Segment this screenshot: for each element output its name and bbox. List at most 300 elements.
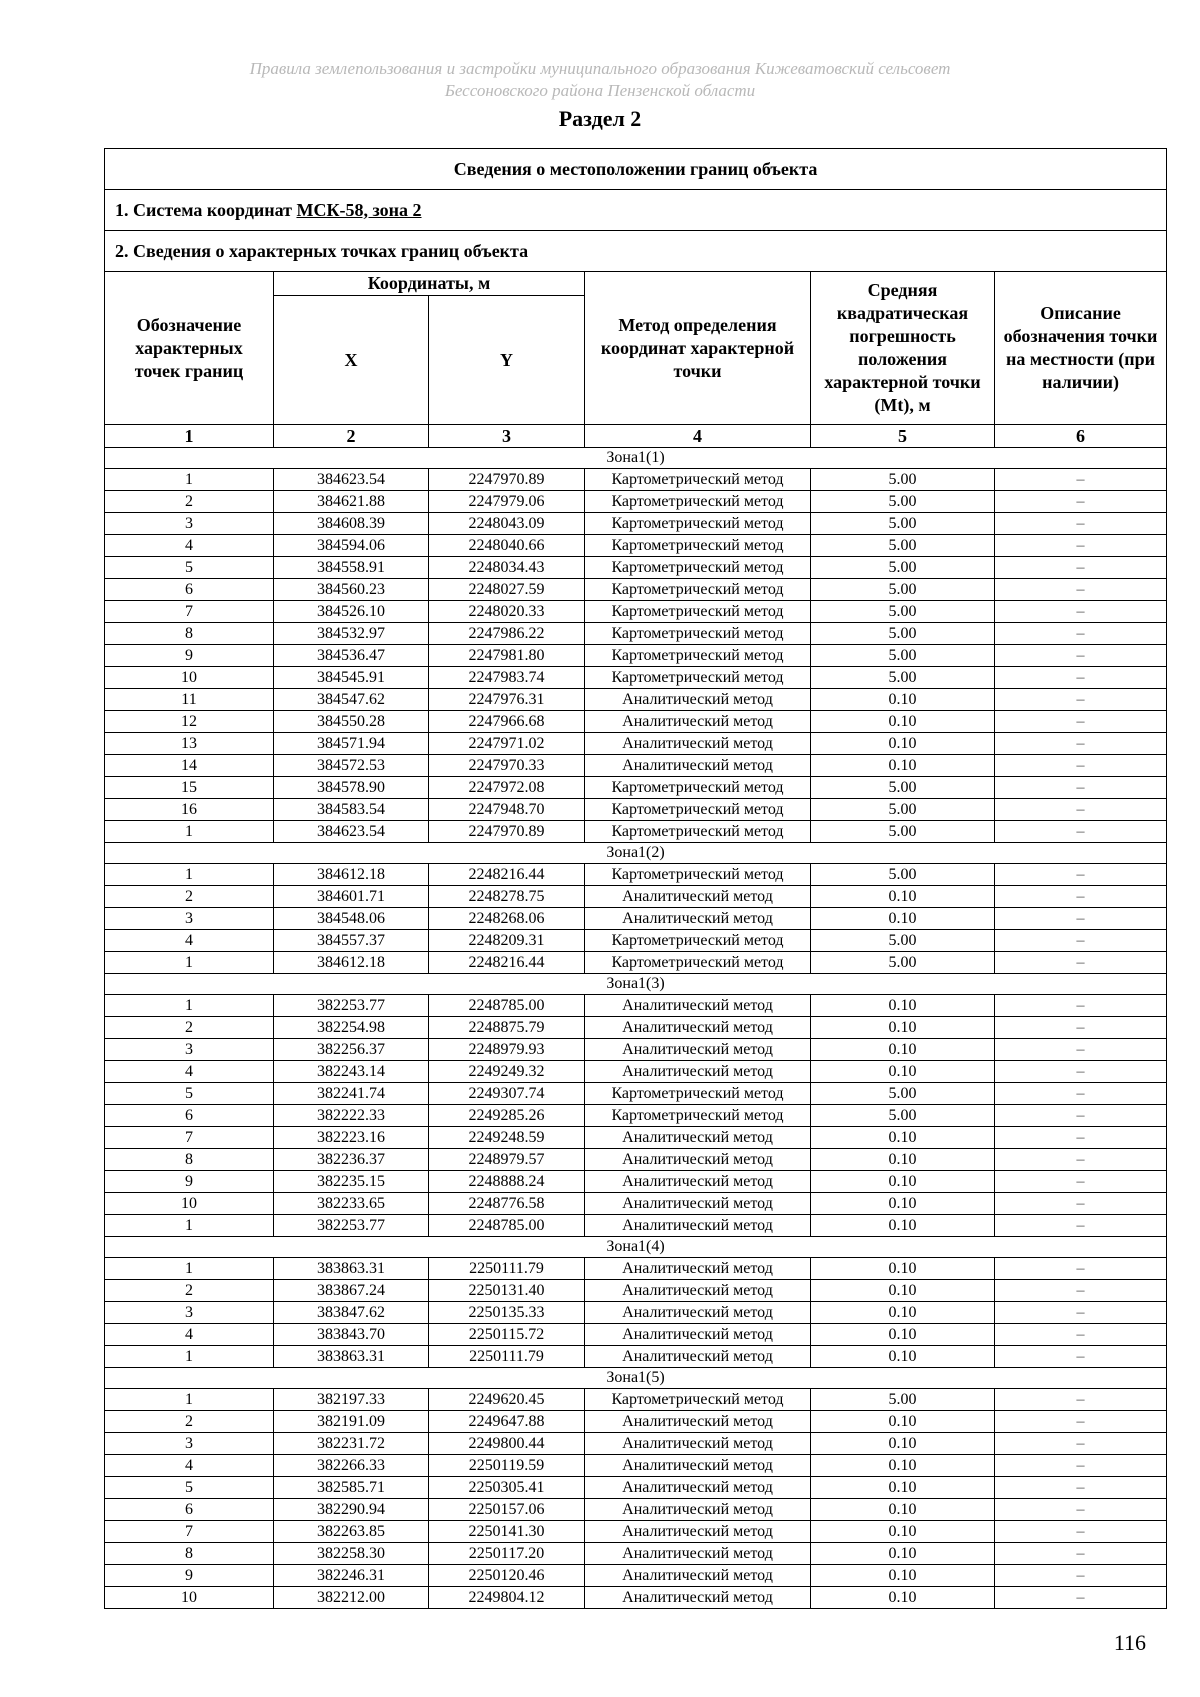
description-cell: – xyxy=(995,799,1167,821)
description-cell: – xyxy=(995,1061,1167,1083)
error-cell: 0.10 xyxy=(811,689,995,711)
point-label-cell: 9 xyxy=(105,1171,274,1193)
table-row xyxy=(105,1499,1167,1521)
x-coordinate-cell: 383867.24 xyxy=(274,1280,429,1302)
method-cell: Аналитический метод xyxy=(585,908,811,930)
method-cell: Аналитический метод xyxy=(585,1324,811,1346)
method-cell: Аналитический метод xyxy=(585,1565,811,1587)
zone-header-row xyxy=(105,448,1167,469)
header-method: Метод определения координат характерной точки xyxy=(585,272,811,425)
description-cell: – xyxy=(995,667,1167,689)
column-number: 1 xyxy=(105,425,274,448)
error-cell: 0.10 xyxy=(811,1215,995,1237)
description-cell: – xyxy=(995,886,1167,908)
table-row xyxy=(105,1565,1167,1587)
header-designation: Обозначение характерных точек границ xyxy=(105,272,274,425)
point-label-cell: 7 xyxy=(105,1127,274,1149)
method-cell: Аналитический метод xyxy=(585,1149,811,1171)
table-row xyxy=(105,1433,1167,1455)
point-label-cell: 5 xyxy=(105,1477,274,1499)
description-cell: – xyxy=(995,1324,1167,1346)
x-coordinate-cell: 383843.70 xyxy=(274,1324,429,1346)
method-cell: Аналитический метод xyxy=(585,1171,811,1193)
table-row xyxy=(105,1215,1167,1237)
x-coordinate-cell: 384623.54 xyxy=(274,821,429,843)
table-row xyxy=(105,995,1167,1017)
method-cell: Аналитический метод xyxy=(585,755,811,777)
description-cell: – xyxy=(995,1171,1167,1193)
point-label-cell: 6 xyxy=(105,1499,274,1521)
zone-header-row xyxy=(105,843,1167,864)
method-cell: Аналитический метод xyxy=(585,733,811,755)
y-coordinate-cell: 2247983.74 xyxy=(429,667,585,689)
error-cell: 5.00 xyxy=(811,864,995,886)
table-row xyxy=(105,1280,1167,1302)
table-row xyxy=(105,535,1167,557)
error-cell: 5.00 xyxy=(811,1083,995,1105)
table-row xyxy=(105,1389,1167,1411)
error-cell: 0.10 xyxy=(811,1587,995,1609)
error-cell: 5.00 xyxy=(811,777,995,799)
x-coordinate-cell: 383863.31 xyxy=(274,1258,429,1280)
point-label-cell: 1 xyxy=(105,821,274,843)
point-label-cell: 8 xyxy=(105,1149,274,1171)
description-cell: – xyxy=(995,491,1167,513)
table-row xyxy=(105,1302,1167,1324)
y-coordinate-cell: 2249248.59 xyxy=(429,1127,585,1149)
point-label-cell: 12 xyxy=(105,711,274,733)
x-coordinate-cell: 382263.85 xyxy=(274,1521,429,1543)
point-label-cell: 13 xyxy=(105,733,274,755)
point-label-cell: 9 xyxy=(105,1565,274,1587)
y-coordinate-cell: 2248979.93 xyxy=(429,1039,585,1061)
error-cell: 0.10 xyxy=(811,1324,995,1346)
y-coordinate-cell: 2247976.31 xyxy=(429,689,585,711)
x-coordinate-cell: 384601.71 xyxy=(274,886,429,908)
header-line-1: Правила землепользования и застройки муниципального образования Кижеватовский сельсовет xyxy=(249,59,951,78)
y-coordinate-cell: 2248875.79 xyxy=(429,1017,585,1039)
method-cell: Аналитический метод xyxy=(585,1039,811,1061)
error-cell: 5.00 xyxy=(811,491,995,513)
table-row xyxy=(105,1477,1167,1499)
error-cell: 5.00 xyxy=(811,952,995,974)
table-row xyxy=(105,952,1167,974)
x-coordinate-cell: 384571.94 xyxy=(274,733,429,755)
y-coordinate-cell: 2248216.44 xyxy=(429,864,585,886)
error-cell: 0.10 xyxy=(811,1039,995,1061)
description-cell: – xyxy=(995,1587,1167,1609)
table-row xyxy=(105,1171,1167,1193)
error-cell: 5.00 xyxy=(811,601,995,623)
x-coordinate-cell: 382290.94 xyxy=(274,1499,429,1521)
table-row xyxy=(105,667,1167,689)
description-cell: – xyxy=(995,1477,1167,1499)
description-cell: – xyxy=(995,579,1167,601)
x-coordinate-cell: 382254.98 xyxy=(274,1017,429,1039)
table-row xyxy=(105,1587,1167,1609)
header-error-text: Средняя квадратическая погрешность положения характерной точки (Mt), м xyxy=(824,280,981,415)
point-label-cell: 10 xyxy=(105,1587,274,1609)
description-cell: – xyxy=(995,513,1167,535)
point-label-cell: 3 xyxy=(105,1302,274,1324)
method-cell: Картометрический метод xyxy=(585,1105,811,1127)
method-cell: Аналитический метод xyxy=(585,1499,811,1521)
point-label-cell: 1 xyxy=(105,1389,274,1411)
description-cell: – xyxy=(995,1039,1167,1061)
point-label-cell: 11 xyxy=(105,689,274,711)
table-row xyxy=(105,491,1167,513)
y-coordinate-cell: 2248268.06 xyxy=(429,908,585,930)
description-cell: – xyxy=(995,1083,1167,1105)
error-cell: 0.10 xyxy=(811,1017,995,1039)
method-cell: Аналитический метод xyxy=(585,1433,811,1455)
point-label-cell: 1 xyxy=(105,995,274,1017)
description-cell: – xyxy=(995,645,1167,667)
y-coordinate-cell: 2250111.79 xyxy=(429,1346,585,1368)
zone-name: Зона1(5) xyxy=(105,1368,1167,1389)
table-row xyxy=(105,1258,1167,1280)
x-coordinate-cell: 384545.91 xyxy=(274,667,429,689)
point-label-cell: 1 xyxy=(105,1346,274,1368)
x-coordinate-cell: 384548.06 xyxy=(274,908,429,930)
y-coordinate-cell: 2249804.12 xyxy=(429,1587,585,1609)
error-cell: 0.10 xyxy=(811,1521,995,1543)
x-coordinate-cell: 382212.00 xyxy=(274,1587,429,1609)
description-cell: – xyxy=(995,1543,1167,1565)
method-cell: Аналитический метод xyxy=(585,1302,811,1324)
x-coordinate-cell: 382258.30 xyxy=(274,1543,429,1565)
table-row xyxy=(105,799,1167,821)
y-coordinate-cell: 2247948.70 xyxy=(429,799,585,821)
error-cell: 5.00 xyxy=(811,469,995,491)
point-label-cell: 15 xyxy=(105,777,274,799)
x-coordinate-cell: 382243.14 xyxy=(274,1061,429,1083)
y-coordinate-cell: 2249620.45 xyxy=(429,1389,585,1411)
point-label-cell: 7 xyxy=(105,1521,274,1543)
point-label-cell: 1 xyxy=(105,1215,274,1237)
point-label-cell: 7 xyxy=(105,601,274,623)
y-coordinate-cell: 2248216.44 xyxy=(429,952,585,974)
x-coordinate-cell: 384612.18 xyxy=(274,864,429,886)
y-coordinate-cell: 2248209.31 xyxy=(429,930,585,952)
point-label-cell: 3 xyxy=(105,908,274,930)
description-cell: – xyxy=(995,1455,1167,1477)
column-number-row xyxy=(105,425,1167,448)
point-label-cell: 6 xyxy=(105,579,274,601)
description-cell: – xyxy=(995,469,1167,491)
y-coordinate-cell: 2248020.33 xyxy=(429,601,585,623)
error-cell: 0.10 xyxy=(811,1346,995,1368)
description-cell: – xyxy=(995,1280,1167,1302)
method-cell: Аналитический метод xyxy=(585,1215,811,1237)
method-cell: Картометрический метод xyxy=(585,623,811,645)
description-cell: – xyxy=(995,557,1167,579)
y-coordinate-cell: 2248888.24 xyxy=(429,1171,585,1193)
column-number: 5 xyxy=(811,425,995,448)
x-coordinate-cell: 384594.06 xyxy=(274,535,429,557)
x-coordinate-cell: 384536.47 xyxy=(274,645,429,667)
document-header xyxy=(0,58,1200,102)
method-cell: Аналитический метод xyxy=(585,1061,811,1083)
table-row xyxy=(105,1346,1167,1368)
description-cell: – xyxy=(995,821,1167,843)
description-cell: – xyxy=(995,1389,1167,1411)
point-label-cell: 2 xyxy=(105,886,274,908)
y-coordinate-cell: 2248776.58 xyxy=(429,1193,585,1215)
x-coordinate-cell: 384621.88 xyxy=(274,491,429,513)
x-coordinate-cell: 382241.74 xyxy=(274,1083,429,1105)
header-description: Описание обозначения точки на местности (при наличии) xyxy=(995,272,1167,425)
point-label-cell: 3 xyxy=(105,1433,274,1455)
method-cell: Картометрический метод xyxy=(585,601,811,623)
error-cell: 5.00 xyxy=(811,930,995,952)
description-cell: – xyxy=(995,1499,1167,1521)
x-coordinate-cell: 382233.65 xyxy=(274,1193,429,1215)
method-cell: Аналитический метод xyxy=(585,1280,811,1302)
table-row xyxy=(105,1455,1167,1477)
error-cell: 0.10 xyxy=(811,1411,995,1433)
x-coordinate-cell: 382222.33 xyxy=(274,1105,429,1127)
table-row xyxy=(105,557,1167,579)
point-label-cell: 16 xyxy=(105,799,274,821)
table-row xyxy=(105,1105,1167,1127)
error-cell: 5.00 xyxy=(811,1389,995,1411)
error-cell: 5.00 xyxy=(811,1105,995,1127)
method-cell: Аналитический метод xyxy=(585,1193,811,1215)
y-coordinate-cell: 2248027.59 xyxy=(429,579,585,601)
method-cell: Картометрический метод xyxy=(585,535,811,557)
table-row xyxy=(105,601,1167,623)
zone-header-row xyxy=(105,1368,1167,1389)
method-cell: Аналитический метод xyxy=(585,1017,811,1039)
point-label-cell: 1 xyxy=(105,1258,274,1280)
method-cell: Аналитический метод xyxy=(585,711,811,733)
coordinate-system-label: 1. Система координат xyxy=(115,199,297,220)
y-coordinate-cell: 2248040.66 xyxy=(429,535,585,557)
point-label-cell: 1 xyxy=(105,952,274,974)
error-cell: 0.10 xyxy=(811,1477,995,1499)
point-label-cell: 4 xyxy=(105,1455,274,1477)
y-coordinate-cell: 2250115.72 xyxy=(429,1324,585,1346)
method-cell: Картометрический метод xyxy=(585,864,811,886)
y-coordinate-cell: 2247979.06 xyxy=(429,491,585,513)
point-label-cell: 8 xyxy=(105,623,274,645)
error-cell: 0.10 xyxy=(811,1171,995,1193)
error-cell: 0.10 xyxy=(811,886,995,908)
table-row xyxy=(105,821,1167,843)
header-coordinates: Координаты, м xyxy=(274,272,585,296)
x-coordinate-cell: 382253.77 xyxy=(274,1215,429,1237)
table-row xyxy=(105,645,1167,667)
error-cell: 0.10 xyxy=(811,1565,995,1587)
method-cell: Картометрический метод xyxy=(585,930,811,952)
description-cell: – xyxy=(995,1105,1167,1127)
point-label-cell: 2 xyxy=(105,1017,274,1039)
x-coordinate-cell: 382246.31 xyxy=(274,1565,429,1587)
method-cell: Картометрический метод xyxy=(585,952,811,974)
table-row xyxy=(105,1411,1167,1433)
table-row xyxy=(105,886,1167,908)
error-cell: 0.10 xyxy=(811,1280,995,1302)
description-cell: – xyxy=(995,1411,1167,1433)
x-coordinate-cell: 383847.62 xyxy=(274,1302,429,1324)
table-row xyxy=(105,513,1167,535)
point-label-cell: 2 xyxy=(105,491,274,513)
x-coordinate-cell: 382191.09 xyxy=(274,1411,429,1433)
page-number: 116 xyxy=(1113,1630,1146,1655)
table-row xyxy=(105,469,1167,491)
x-coordinate-cell: 382235.15 xyxy=(274,1171,429,1193)
y-coordinate-cell: 2249647.88 xyxy=(429,1411,585,1433)
method-cell: Картометрический метод xyxy=(585,777,811,799)
table-row xyxy=(105,1083,1167,1105)
table-banner-title: Сведения о местоположении границ объекта xyxy=(105,149,1167,190)
point-label-cell: 10 xyxy=(105,667,274,689)
error-cell: 5.00 xyxy=(811,623,995,645)
y-coordinate-cell: 2248785.00 xyxy=(429,995,585,1017)
method-cell: Аналитический метод xyxy=(585,1455,811,1477)
error-cell: 5.00 xyxy=(811,513,995,535)
y-coordinate-cell: 2248034.43 xyxy=(429,557,585,579)
method-cell: Картометрический метод xyxy=(585,469,811,491)
x-coordinate-cell: 384532.97 xyxy=(274,623,429,645)
description-cell: – xyxy=(995,689,1167,711)
error-cell: 0.10 xyxy=(811,1433,995,1455)
x-coordinate-cell: 382236.37 xyxy=(274,1149,429,1171)
description-cell: – xyxy=(995,777,1167,799)
error-cell: 5.00 xyxy=(811,535,995,557)
y-coordinate-cell: 2247970.89 xyxy=(429,469,585,491)
method-cell: Аналитический метод xyxy=(585,1521,811,1543)
coordinate-system-row xyxy=(105,190,1167,231)
y-coordinate-cell: 2250305.41 xyxy=(429,1477,585,1499)
method-cell: Картометрический метод xyxy=(585,799,811,821)
x-coordinate-cell: 384558.91 xyxy=(274,557,429,579)
x-coordinate-cell: 384550.28 xyxy=(274,711,429,733)
y-coordinate-cell: 2249800.44 xyxy=(429,1433,585,1455)
point-label-cell: 4 xyxy=(105,930,274,952)
point-label-cell: 10 xyxy=(105,1193,274,1215)
point-label-cell: 14 xyxy=(105,755,274,777)
y-coordinate-cell: 2249249.32 xyxy=(429,1061,585,1083)
table-row xyxy=(105,755,1167,777)
error-cell: 5.00 xyxy=(811,799,995,821)
method-cell: Аналитический метод xyxy=(585,1127,811,1149)
method-cell: Аналитический метод xyxy=(585,1258,811,1280)
zone-header-row xyxy=(105,974,1167,995)
x-coordinate-cell: 384623.54 xyxy=(274,469,429,491)
column-number: 6 xyxy=(995,425,1167,448)
x-coordinate-cell: 384612.18 xyxy=(274,952,429,974)
table-row xyxy=(105,1149,1167,1171)
error-cell: 5.00 xyxy=(811,821,995,843)
point-label-cell: 5 xyxy=(105,557,274,579)
table-row xyxy=(105,623,1167,645)
x-coordinate-cell: 382266.33 xyxy=(274,1455,429,1477)
table-row xyxy=(105,1543,1167,1565)
description-cell: – xyxy=(995,1149,1167,1171)
description-cell: – xyxy=(995,1258,1167,1280)
y-coordinate-cell: 2248785.00 xyxy=(429,1215,585,1237)
method-cell: Аналитический метод xyxy=(585,886,811,908)
y-coordinate-cell: 2250135.33 xyxy=(429,1302,585,1324)
method-cell: Картометрический метод xyxy=(585,821,811,843)
error-cell: 0.10 xyxy=(811,1127,995,1149)
description-cell: – xyxy=(995,733,1167,755)
method-cell: Картометрический метод xyxy=(585,667,811,689)
method-cell: Аналитический метод xyxy=(585,689,811,711)
y-coordinate-cell: 2247971.02 xyxy=(429,733,585,755)
description-cell: – xyxy=(995,711,1167,733)
point-label-cell: 4 xyxy=(105,1061,274,1083)
header-line-2: Бессоновского района Пензенской области xyxy=(444,81,756,100)
x-coordinate-cell: 384560.23 xyxy=(274,579,429,601)
table-row xyxy=(105,1193,1167,1215)
y-coordinate-cell: 2247970.89 xyxy=(429,821,585,843)
error-cell: 0.10 xyxy=(811,1061,995,1083)
table-row xyxy=(105,1127,1167,1149)
zone-name: Зона1(4) xyxy=(105,1237,1167,1258)
coordinate-system-value: МСК-58, зона 2 xyxy=(296,199,422,220)
column-number: 4 xyxy=(585,425,811,448)
method-cell: Картометрический метод xyxy=(585,645,811,667)
table-row xyxy=(105,864,1167,886)
description-cell: – xyxy=(995,1565,1167,1587)
x-coordinate-cell: 384526.10 xyxy=(274,601,429,623)
zone-header-row xyxy=(105,1237,1167,1258)
y-coordinate-cell: 2250119.59 xyxy=(429,1455,585,1477)
y-coordinate-cell: 2247970.33 xyxy=(429,755,585,777)
description-cell: – xyxy=(995,1193,1167,1215)
method-cell: Картометрический метод xyxy=(585,579,811,601)
y-coordinate-cell: 2250131.40 xyxy=(429,1280,585,1302)
description-cell: – xyxy=(995,1215,1167,1237)
y-coordinate-cell: 2250157.06 xyxy=(429,1499,585,1521)
table-row xyxy=(105,1521,1167,1543)
error-cell: 0.10 xyxy=(811,755,995,777)
header-error xyxy=(811,272,995,425)
column-number: 3 xyxy=(429,425,585,448)
point-label-cell: 2 xyxy=(105,1280,274,1302)
point-label-cell: 6 xyxy=(105,1105,274,1127)
x-coordinate-cell: 383863.31 xyxy=(274,1346,429,1368)
description-cell: – xyxy=(995,535,1167,557)
y-coordinate-cell: 2249285.26 xyxy=(429,1105,585,1127)
zone-name: Зона1(2) xyxy=(105,843,1167,864)
table-row xyxy=(105,733,1167,755)
point-label-cell: 3 xyxy=(105,513,274,535)
method-cell: Аналитический метод xyxy=(585,1477,811,1499)
method-cell: Картометрический метод xyxy=(585,1389,811,1411)
y-coordinate-cell: 2250117.20 xyxy=(429,1543,585,1565)
header-x: X xyxy=(274,296,429,425)
error-cell: 0.10 xyxy=(811,1543,995,1565)
description-cell: – xyxy=(995,623,1167,645)
table-row xyxy=(105,908,1167,930)
method-cell: Аналитический метод xyxy=(585,995,811,1017)
error-cell: 0.10 xyxy=(811,1149,995,1171)
method-cell: Аналитический метод xyxy=(585,1346,811,1368)
y-coordinate-cell: 2249307.74 xyxy=(429,1083,585,1105)
table-row xyxy=(105,1039,1167,1061)
x-coordinate-cell: 382253.77 xyxy=(274,995,429,1017)
error-cell: 0.10 xyxy=(811,1193,995,1215)
y-coordinate-cell: 2250120.46 xyxy=(429,1565,585,1587)
description-cell: – xyxy=(995,1017,1167,1039)
table-row xyxy=(105,579,1167,601)
y-coordinate-cell: 2247981.80 xyxy=(429,645,585,667)
x-coordinate-cell: 384572.53 xyxy=(274,755,429,777)
